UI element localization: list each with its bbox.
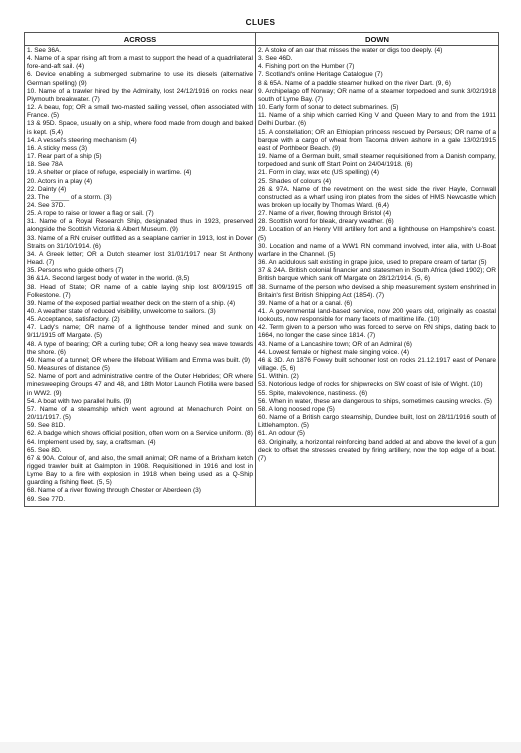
- down-clue: 46 & 3D. An 1876 Fowey built schooner lost on rocks 21.12.1917 east of Penare village. (5, 6): [258, 356, 496, 373]
- down-clue: 26 & 97A. Name of the revetment on the west side the river Hayle, Cornwall constructed as a wharf using iron plates from the sides of HMS Newcastle which was broken up locally by Thomas Ward. (6,4): [258, 185, 496, 209]
- across-clue: 59. See 81D.: [27, 422, 66, 430]
- down-clue: 55. Spite, malevolence, nastiness. (6): [258, 389, 368, 397]
- down-clue: 42. Term given to a person who was forced to serve on RN ships, dating back to 1664, no longer the case since 1814. (7): [258, 324, 496, 340]
- across-clue: 38. Head of State; OR name of a cable laying ship lost 8/09/1915 off Folkestone. (7): [27, 283, 253, 299]
- across-clue: 48. A type of bearing; OR a curling tube; OR a long heavy sea wave towards the shore. (6): [27, 340, 253, 356]
- across-clue: 6. Device enabling a submerged submarine to use its diesels (alternative German spelling) (9): [27, 71, 253, 87]
- across-header: ACROSS: [25, 33, 256, 46]
- down-clue: 27. Name of a river, flowing through Bristol (4): [258, 210, 392, 218]
- down-clue: 60. Name of a British cargo steamship, Dundee built, lost on 28/11/1916 south of Littlehampton. (5): [258, 414, 496, 430]
- down-clue: 2. A stoke of an oar that misses the water or digs too deeply. (4): [258, 47, 443, 54]
- across-clue: 33. Name of a RN cruiser outfitted as a seaplane carrier in 1913, lost in Dover Straits on 31/10/1914. (6): [27, 234, 253, 250]
- across-clue: 64. Implement used by, say, a craftsman. (4): [27, 438, 156, 446]
- across-clue: 57. Name of a steamship which went aground at Menachurch Point on 20/11/1917. (5): [27, 405, 253, 422]
- across-clue: 19. A shelter or place of refuge, especially in wartime. (4): [27, 169, 192, 177]
- across-clue: 22. Dainty (4): [27, 185, 67, 193]
- down-clue: 39. Name of a hat or a canal. (6): [258, 299, 353, 307]
- down-clue: 8 & 65A. Name of a paddle steamer hulked on the river Dart. (9, 6): [258, 79, 451, 87]
- down-clue: 15. A constellation; OR an Ethiopian princess rescued by Perseus; OR name of a barque with a cargo of wheat from Tacoma driven ashore in a gale 13/02/1915 east of Porthbeor Beach. (9): [258, 128, 496, 152]
- down-clue: 61. An odour (5): [258, 430, 305, 438]
- down-clue: 41. A governmental land-based service, now 200 years old, originally as coastal lookouts, now responsible for many facets of maritime life. (10): [258, 308, 496, 324]
- across-clue: 68. Name of a river flowing through Chester or Aberdeen (3): [27, 487, 201, 495]
- across-clue: 17. Rear part of a ship (5): [27, 153, 102, 161]
- across-clue: 25. A rope to raise or lower a flag or sail. (7): [27, 210, 154, 218]
- down-clue: 7. Scotland's online Heritage Catalogue (7): [258, 71, 383, 79]
- across-clue: 31. Name of a Royal Research Ship, designated thus in 1923, preserved alongside the Scottish Victoria & Albert Museum. (9): [27, 218, 253, 234]
- down-clue: 56. When in water, these are dangerous to ships, sometimes causing wrecks. (5): [258, 397, 492, 405]
- down-clue: 51. Within. (2): [258, 373, 299, 381]
- across-clue: 34. A Greek letter; OR a Dutch steamer lost 31/01/1917 near St Anthony Head. (7): [27, 250, 253, 267]
- across-clue: 62. A badge which shows official position, often worn on a Service uniform. (8): [27, 430, 253, 438]
- down-clue: 29. Location of an Henry VIII artillery fort and a lighthouse on Hampshire's coast. (5): [258, 226, 496, 242]
- across-clue: 13 & 95D. Space, usually on a ship, where food made from dough and baked is kept. (5,4): [27, 120, 253, 136]
- across-clue: 35. Persons who guide others (7): [27, 267, 124, 275]
- across-clue: 50. Measures of distance (5): [27, 365, 110, 373]
- across-clue: 18. See 78A: [27, 161, 64, 169]
- down-clue: 28. Scottish word for bleak, dreary weather. (6): [258, 218, 394, 226]
- across-clue: 54. A boat with two parallel hulls. (9): [27, 397, 132, 405]
- across-clue: 52. Name of port and administrative centre of the Outer Hebrides; OR where minesweeping Groups 47 and 48, and 18th Motor Launch Flotilla were based in WW2. (9): [27, 373, 253, 397]
- down-clue: 19. Name of a German built, small steamer requisitioned from a Danish company, torpedoed and sunk off Start Point on 24/04/1918. (6): [258, 153, 496, 169]
- down-clue: 10. Early form of sonar to detect submarines. (5): [258, 104, 399, 112]
- across-clue: 23. The _____ of a storm. (3): [27, 193, 112, 201]
- down-clue: 25. Shades of colours (4): [258, 177, 332, 185]
- across-clue: 47. Lady's name; OR name of a lighthouse tender mined and sunk on 9/11/1915 off Margate. (5): [27, 324, 253, 340]
- across-clue: 14. A vessel's steering mechanism (4): [27, 136, 137, 144]
- across-clue: 65. See 8D.: [27, 446, 62, 454]
- across-clue: 24. See 37D.: [27, 201, 66, 209]
- down-clue: 44. Lowest female or highest male singing voice. (4): [258, 348, 410, 356]
- down-clue: 4. Fishing port on the Humber (7): [258, 63, 355, 71]
- down-clue: 63. Originally, a horizontal reinforcing band added at and above the level of a gun deck to offset the stresses created by firing artillery, now the top edge of a boat. (7): [258, 438, 496, 462]
- down-clue: 58. A long noosed rope (5): [258, 405, 335, 413]
- across-clue: 67 & 90A. Colour of, and also, the small animal; OR name of a Brixham ketch rigged trawler built at Galmpton in 1908. Requisitioned in 1916 and lost in Lyme Bay to a fire with explosion in 1918 when being used as a Q-Ship guarding a fishing fleet. (5, 5): [27, 454, 253, 487]
- across-clue: 20. Actors in a play (4): [27, 177, 93, 185]
- down-clue: 11. Name of a ship which carried King V and Queen Mary to and from the 1911 Delhi Durbar. (6): [258, 112, 496, 128]
- across-column: [25, 46, 256, 507]
- down-clue: 38. Surname of the person who devised a ship measurement system enshrined in Britain's first British Shipping Act (1854). (7): [258, 283, 496, 299]
- across-clue: 12. A beau, fop; OR a small two-masted sailing vessel, often associated with France. (5): [27, 104, 253, 120]
- down-clue: 53. Notorious ledge of rocks for shipwrecks on SW coast of Isle of Wight. (10): [258, 381, 483, 389]
- across-clue: 69. See 77D.: [27, 495, 66, 503]
- down-clue: 3. See 46D.: [258, 55, 293, 63]
- down-header: DOWN: [256, 33, 499, 46]
- down-clue: 21. Form in clay, wax etc (US spelling) (4): [258, 169, 380, 177]
- across-clue: 45. Acceptance, satisfactory. (2): [27, 316, 120, 324]
- across-clue: 10. Name of a trawler hired by the Admiralty, lost 24/12/1916 on rocks near Plymouth breakwater. (7): [27, 87, 253, 103]
- across-clue: 16. A sticky mess (3): [27, 144, 88, 152]
- clues-header-row: [25, 33, 499, 46]
- across-clue: 39. Name of the exposed partial weather deck on the stern of a ship. (4): [27, 299, 236, 307]
- down-clue: 9. Archipelago off Norway; OR name of a steamer torpedoed and sunk 3/02/1918 south of Lyme Bay. (7): [258, 87, 496, 103]
- across-clue: 4. Name of a spar rising aft from a mast to support the head of a quadrilateral fore-and-aft sail. (4): [27, 55, 253, 71]
- clues-table: [24, 32, 499, 507]
- down-clue: 43. Name of a Lancashire town; OR of an Admiral (6): [258, 340, 412, 348]
- down-clue: 36. An acidulous salt existing in grape juice, used to prepare cream of tartar (5): [258, 259, 487, 267]
- across-clue: 49. Name of a tunnel; OR where the lifeboat William and Emma was built. (9): [27, 356, 251, 364]
- across-clue: 40. A weather state of reduced visibility, unwelcome to sailors. (3): [27, 308, 216, 315]
- across-clue: 1. See 36A.: [27, 47, 62, 54]
- page-footer-strip: [0, 742, 521, 753]
- page-title: CLUES: [245, 18, 276, 27]
- across-clue: 36 &1A. Second largest body of water in the world. (8,5): [27, 275, 190, 283]
- down-clue: 37 & 24A. British colonial financier and statesmen in South Africa (died 1902); OR British barque which sank off Margate on 28/12/1914. (5, 6): [258, 267, 496, 283]
- down-column: [256, 46, 499, 507]
- down-clue: 30. Location and name of a WW1 RN command involved, inter alia, with U-Boat warfare in the Channel. (5): [258, 242, 496, 258]
